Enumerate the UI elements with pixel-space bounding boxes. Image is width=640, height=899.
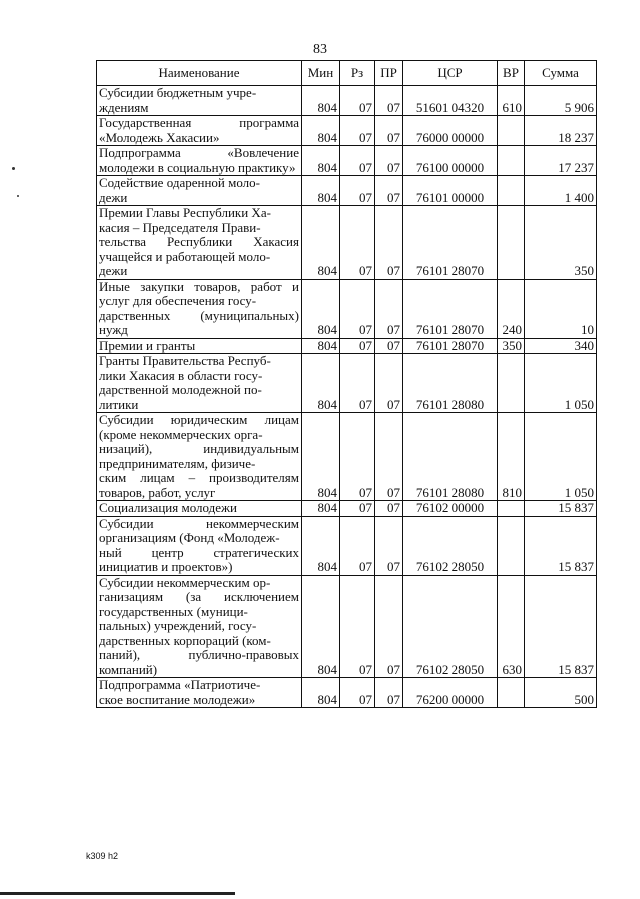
cell-rz: 07 [340,413,375,501]
table-row [97,413,597,501]
header-sum: Сумма [525,61,597,86]
cell-min: 804 [302,678,340,708]
cell-rz: 07 [340,516,375,575]
table-row [97,678,597,708]
cell-vr: 240 [498,279,525,338]
cell-csr: 76101 28070 [403,279,498,338]
cell-rz: 07 [340,338,375,354]
header-csr: ЦСР [403,61,498,86]
cell-min: 804 [302,116,340,146]
table-row [97,516,597,575]
cell-pr: 07 [375,413,403,501]
budget-table [96,60,597,708]
scan-speck [12,167,15,170]
cell-name: Иные закупки товаров, работ и услуг для обеспечения госу- дарственных (муниципальных) нужд [97,279,302,338]
cell-pr: 07 [375,501,403,517]
cell-vr [498,116,525,146]
cell-name: Государственная программа «Молодежь Хакасии» [97,116,302,146]
header-name: Наименование [97,61,302,86]
cell-sum: 1 050 [525,413,597,501]
cell-vr [498,516,525,575]
cell-pr: 07 [375,146,403,176]
cell-csr: 76100 00000 [403,146,498,176]
cell-name: Субсидии юридическим лицам (кроме некоммерческих орга- низаций), индивидуальным предпринимателям, физиче- ским лицам – производителям товаров, работ, услуг [97,413,302,501]
cell-name: Гранты Правительства Респуб- лики Хакасия в области госу- дарственной молодежной по- литики [97,354,302,413]
table-row [97,176,597,206]
cell-sum: 15 837 [525,575,597,678]
cell-rz: 07 [340,575,375,678]
cell-name: Премии Главы Республики Ха- касия – Председателя Прави- тельства Республики Хакасия учащейся и работающей моло- дежи [97,206,302,280]
cell-name: Субсидии некоммерческим ор- ганизациям (за исключением государственных (муници- пальных) учреждений, госу- дарственных корпораций (ком- паний), публично-правовых компаний) [97,575,302,678]
cell-sum: 10 [525,279,597,338]
cell-sum: 1 400 [525,176,597,206]
cell-min: 804 [302,146,340,176]
table-row [97,116,597,146]
cell-rz: 07 [340,501,375,517]
page-number: 83 [313,42,327,57]
cell-sum: 350 [525,206,597,280]
cell-min: 804 [302,338,340,354]
table-row [97,338,597,354]
table-row [97,354,597,413]
table-row [97,501,597,517]
cell-csr: 76200 00000 [403,678,498,708]
cell-vr [498,146,525,176]
cell-sum: 1 050 [525,354,597,413]
cell-sum: 15 837 [525,516,597,575]
scan-bottom-bar [0,892,235,895]
cell-pr: 07 [375,279,403,338]
table-row [97,86,597,116]
cell-rz: 07 [340,116,375,146]
cell-csr: 76000 00000 [403,116,498,146]
cell-csr: 76102 00000 [403,501,498,517]
cell-csr: 76101 28080 [403,354,498,413]
cell-sum: 500 [525,678,597,708]
cell-rz: 07 [340,354,375,413]
table-row [97,146,597,176]
cell-min: 804 [302,206,340,280]
cell-pr: 07 [375,575,403,678]
cell-vr: 810 [498,413,525,501]
cell-rz: 07 [340,176,375,206]
cell-name: Субсидии бюджетным учре- ждениям [97,86,302,116]
cell-csr: 76101 00000 [403,176,498,206]
table-header-row [97,61,597,86]
cell-sum: 15 837 [525,501,597,517]
cell-name: Подпрограмма «Патриотиче- ское воспитание молодежи» [97,678,302,708]
cell-min: 804 [302,86,340,116]
cell-name: Премии и гранты [97,338,302,354]
cell-vr [498,354,525,413]
table-row [97,575,597,678]
cell-name: Подпрограмма «Вовлечение молодежи в социальную практику» [97,146,302,176]
cell-csr: 76101 28070 [403,338,498,354]
footer-code: k309 h2 [86,851,119,861]
cell-sum: 17 237 [525,146,597,176]
cell-csr: 76102 28050 [403,516,498,575]
header-vr: ВР [498,61,525,86]
cell-vr [498,501,525,517]
cell-vr [498,176,525,206]
cell-pr: 07 [375,176,403,206]
table-row [97,206,597,280]
cell-pr: 07 [375,678,403,708]
cell-rz: 07 [340,279,375,338]
cell-min: 804 [302,176,340,206]
cell-pr: 07 [375,116,403,146]
cell-rz: 07 [340,86,375,116]
cell-name: Социализация молодежи [97,501,302,517]
header-min: Мин [302,61,340,86]
cell-vr: 350 [498,338,525,354]
cell-csr: 76101 28080 [403,413,498,501]
cell-min: 804 [302,413,340,501]
cell-vr: 610 [498,86,525,116]
cell-csr: 76102 28050 [403,575,498,678]
cell-name: Субсидии некоммерческим организациям (Фонд «Молодеж- ный центр стратегических инициатив и проектов») [97,516,302,575]
cell-min: 804 [302,354,340,413]
cell-vr [498,206,525,280]
cell-pr: 07 [375,338,403,354]
cell-pr: 07 [375,516,403,575]
cell-min: 804 [302,575,340,678]
cell-pr: 07 [375,206,403,280]
cell-pr: 07 [375,86,403,116]
cell-vr [498,678,525,708]
cell-csr: 76101 28070 [403,206,498,280]
header-pr: ПР [375,61,403,86]
cell-min: 804 [302,516,340,575]
header-rz: Рз [340,61,375,86]
cell-sum: 18 237 [525,116,597,146]
cell-vr: 630 [498,575,525,678]
cell-rz: 07 [340,206,375,280]
cell-min: 804 [302,501,340,517]
scan-speck [17,195,19,197]
cell-csr: 51601 04320 [403,86,498,116]
cell-rz: 07 [340,146,375,176]
cell-min: 804 [302,279,340,338]
cell-sum: 340 [525,338,597,354]
table-row [97,279,597,338]
cell-sum: 5 906 [525,86,597,116]
cell-rz: 07 [340,678,375,708]
cell-pr: 07 [375,354,403,413]
cell-name: Содействие одаренной моло- дежи [97,176,302,206]
